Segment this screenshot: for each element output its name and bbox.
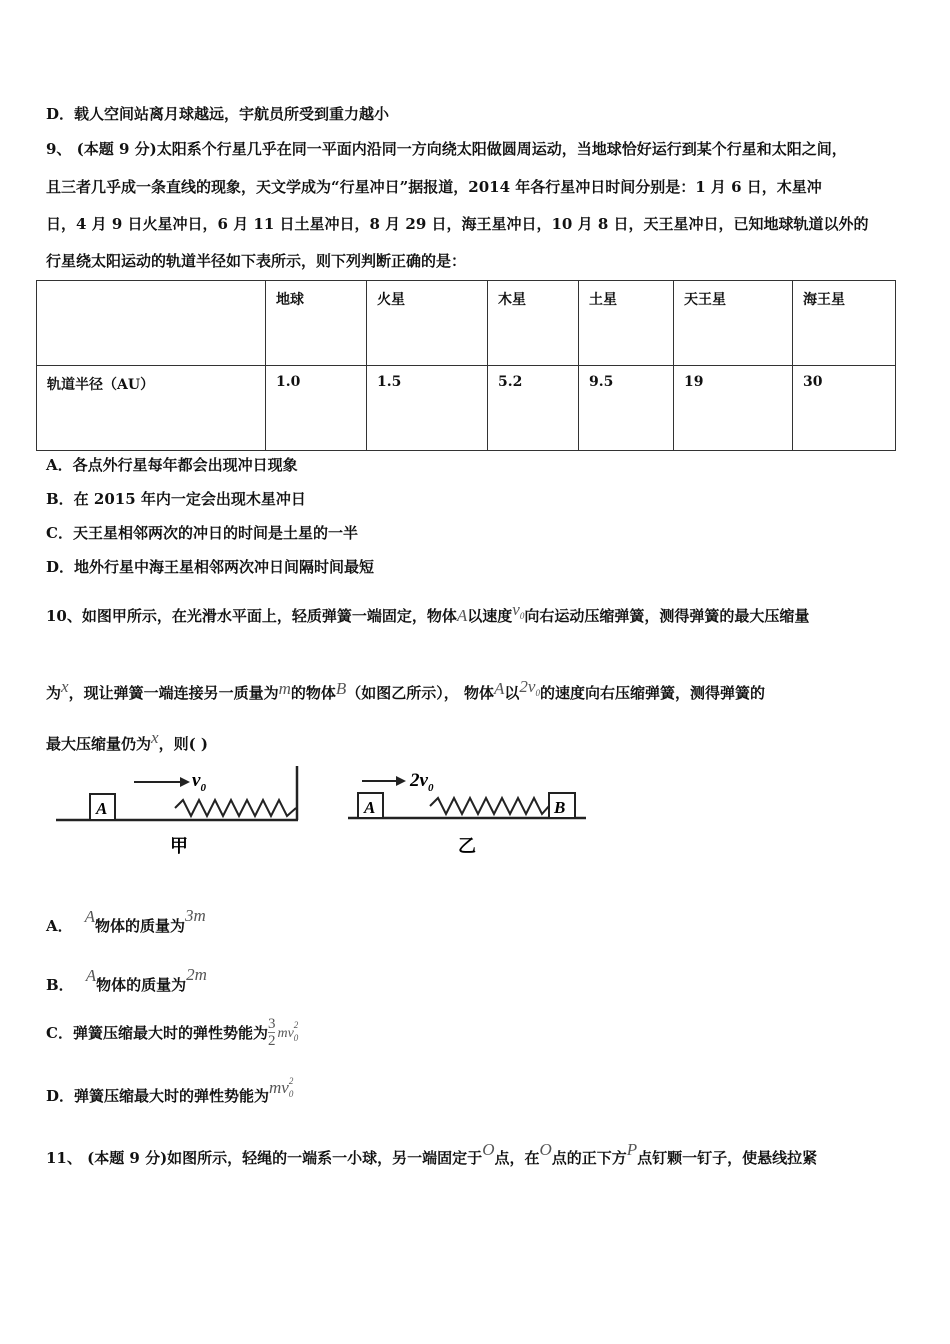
block-a-left-label: A bbox=[96, 799, 108, 818]
table-cell bbox=[37, 281, 266, 366]
table-row bbox=[37, 366, 896, 451]
table-header-row bbox=[37, 281, 896, 366]
table-cell: 1.5 bbox=[367, 366, 488, 451]
table-cell: 9.5 bbox=[579, 366, 674, 451]
table-cell: 地球 bbox=[266, 281, 367, 366]
caption-jia: 甲 bbox=[170, 836, 188, 856]
spring-figure bbox=[50, 760, 610, 865]
velocity-left: $v_0$ bbox=[192, 770, 206, 794]
caption-yi: 乙 bbox=[458, 836, 476, 856]
table-cell: 海王星 bbox=[793, 281, 896, 366]
q10-option-a: A． A物体的质量为3m bbox=[46, 906, 206, 935]
q9-line-4: 行星绕太阳运动的轨道半径如下表所示，则下列判断正确的是： bbox=[46, 252, 467, 270]
table-cell: 火星 bbox=[367, 281, 488, 366]
q10-option-b: B． A物体的质量为2m bbox=[46, 965, 207, 994]
table-cell: 5.2 bbox=[488, 366, 579, 451]
q9-line-1: 9、 (本题 9 分)太阳系个行星几乎在同一平面内沿同一方向绕太阳做圆周运动，当地球恰好运行到某个行星和太阳之间， bbox=[46, 140, 847, 158]
orbit-radius-table bbox=[36, 280, 896, 451]
q9-option-b: B．在 2015 年内一定会出现木星冲日 bbox=[46, 490, 306, 508]
table-cell: 1.0 bbox=[266, 366, 367, 451]
q9-option-c: C．天王星相邻两次的冲日的时间是土星的一半 bbox=[46, 524, 358, 542]
q9-option-d: D．地外行星中海王星相邻两次冲日间隔时间最短 bbox=[46, 558, 375, 576]
table-row-label: 轨道半径（AU） bbox=[37, 366, 266, 451]
velocity-right: $2v_0$ bbox=[410, 770, 434, 794]
q9-option-a: A．各点外行星每年都会出现冲日现象 bbox=[46, 456, 298, 474]
block-b-right-label: B bbox=[554, 798, 566, 817]
arrow-head-left bbox=[180, 777, 190, 787]
q9-line-2: 且三者几乎成一条直线的现象，天文学成为“行星冲日”据报道，2014 年各行星冲日时间分别是：1 月 6 日，木星冲 bbox=[46, 178, 822, 196]
block-a-right-label: A bbox=[364, 798, 376, 817]
spring-left bbox=[175, 800, 296, 816]
prev-option-d: D．载人空间站离月球越远，宇航员所受到重力越小 bbox=[46, 105, 390, 123]
q9-line-3: 日，4 月 9 日火星冲日，6 月 11 日土星冲日，8 月 29 日，海王星冲日，10 月 8 日，天王星冲日，已知地球轨道以外的 bbox=[46, 215, 869, 233]
q10-option-c: C．弹簧压缩最大时的弹性势能为 $\frac{3}{2}$ mv $_{2 0}$ bbox=[46, 1016, 299, 1049]
table-cell: 土星 bbox=[579, 281, 674, 366]
fraction-three-halves: $\frac{3}{2}$ bbox=[267, 1016, 276, 1049]
table-cell: 天王星 bbox=[674, 281, 793, 366]
table-cell: 19 bbox=[674, 366, 793, 451]
q10-line-3: 最大压缩量仍为x，则( ) bbox=[46, 728, 208, 753]
table-cell: 30 bbox=[793, 366, 896, 451]
table-cell: 木星 bbox=[488, 281, 579, 366]
q10-option-d: D．弹簧压缩最大时的弹性势能为mv $_{2 0}$ bbox=[46, 1076, 294, 1105]
q10-line-1: 10、如图甲所示，在光滑水平面上，轻质弹簧一端固定，物体A以速度$v_0$向右运动压缩弹簧，测得弹簧的最大压缩量 bbox=[46, 600, 810, 625]
q11-line-1: 11、 (本题 9 分)如图所示，轻绳的一端系一小球，另一端固定于O点，在O点的正下方P点钉颗一钉子，使悬线拉紧 bbox=[46, 1140, 818, 1167]
q10-line-2: 为x，现让弹簧一端连接另一质量为m的物体B（如图乙所示）， 物体A以$2v_0$的速度向右压缩弹簧，测得弹簧的 bbox=[46, 677, 765, 702]
spring-right bbox=[430, 798, 549, 814]
arrow-head-right bbox=[396, 776, 406, 786]
